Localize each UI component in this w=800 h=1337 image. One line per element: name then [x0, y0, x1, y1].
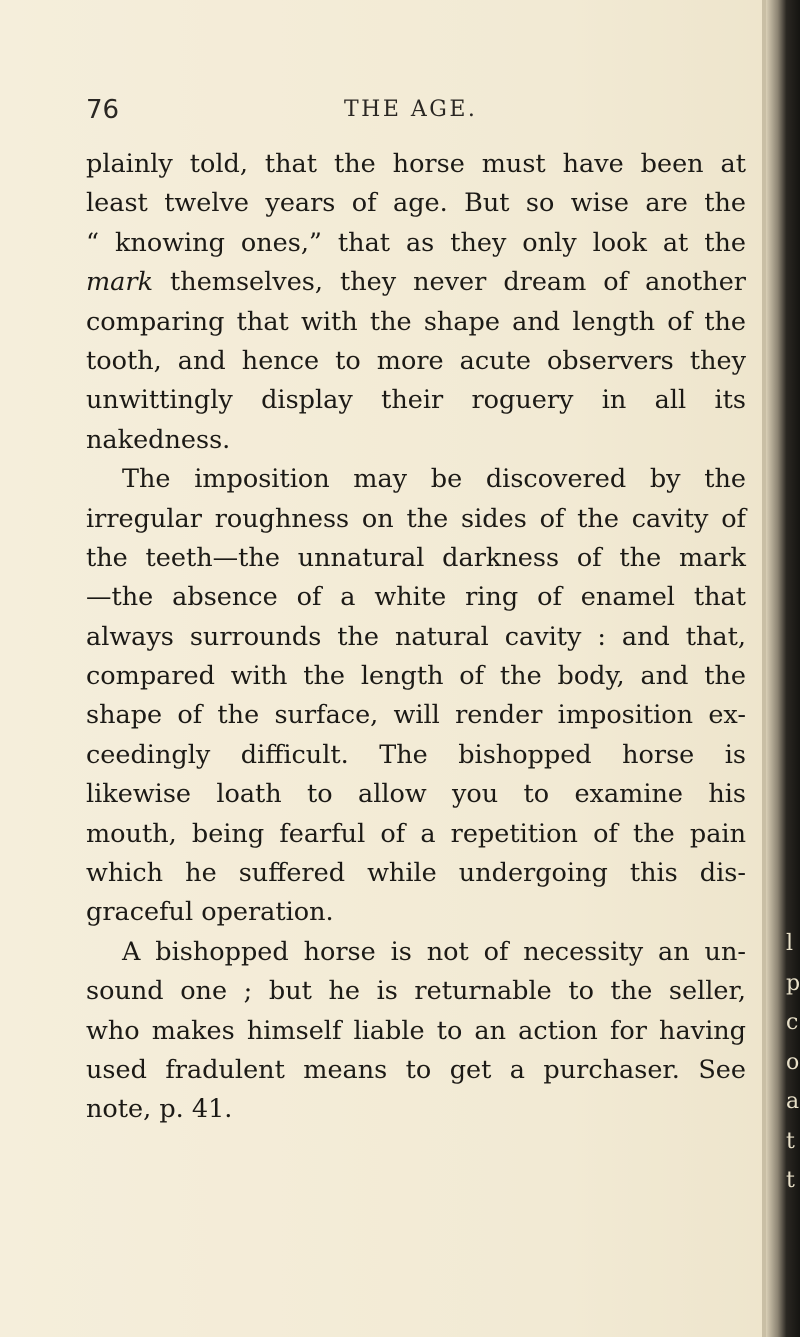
text-line: likewise loath to allow you to examine his: [86, 779, 746, 810]
text-line: “ knowing ones,” that as they only look at the: [86, 227, 746, 258]
fragment: t: [786, 1168, 795, 1193]
italic-word: mark: [86, 267, 154, 298]
text-line: —the absence of a white ring of enamel that: [86, 582, 746, 613]
text-line: plainly told, that the horse must have been at: [86, 149, 746, 179]
text-line: which he suffered while undergoing this dis-: [86, 858, 746, 889]
text-line: [86, 263, 746, 302]
text-line: least twelve years of age. But so wise are the: [86, 188, 746, 219]
text-line: sound one ; but he is returnable to the seller,: [86, 976, 746, 1007]
text-line: ceedingly difficult. The bishopped horse is: [86, 739, 746, 770]
text-line: tooth, and hence to more acute observers they: [86, 345, 746, 376]
fragment: c: [786, 1010, 799, 1035]
fragment: o: [786, 1049, 800, 1075]
text-line-rest: themselves, they never dream of another: [153, 267, 746, 298]
next-page-fragments: [786, 924, 798, 1201]
text-line: A bishopped horse is not of necessity an un-: [122, 936, 746, 967]
text-line: comparing that with the shape and length of the: [86, 306, 746, 337]
text-line: the teeth—the unnatural darkness of the mark: [86, 542, 746, 573]
text-line: mouth, being fearful of a repetition of the pain: [86, 818, 746, 849]
text-line: used fradulent means to get a purchaser. See: [86, 1054, 746, 1085]
body-text: [86, 145, 746, 1130]
text-line: note, p. 41.: [86, 1094, 233, 1125]
fragment: t: [786, 1128, 795, 1154]
text-line: unwittingly display their roguery in all its: [86, 385, 746, 416]
text-line: compared with the length of the body, and the: [86, 661, 746, 692]
text-line: graceful operation.: [86, 897, 334, 928]
running-head: THE AGE.: [344, 97, 478, 122]
text-line: nakedness.: [86, 424, 231, 455]
page-header: [86, 95, 746, 135]
page-number: 76: [86, 95, 120, 125]
fragment: a: [786, 1089, 800, 1114]
text-line: irregular roughness on the sides of the cavity of: [86, 503, 746, 534]
text-line: The imposition may be discovered by the: [122, 464, 746, 495]
text-line: shape of the surface, will render imposition ex-: [86, 700, 746, 731]
fragment: p: [786, 970, 800, 996]
text-line: who makes himself liable to an action for having: [86, 1015, 746, 1046]
fragment: l: [786, 931, 794, 956]
text-line: always surrounds the natural cavity : and that,: [86, 621, 746, 652]
